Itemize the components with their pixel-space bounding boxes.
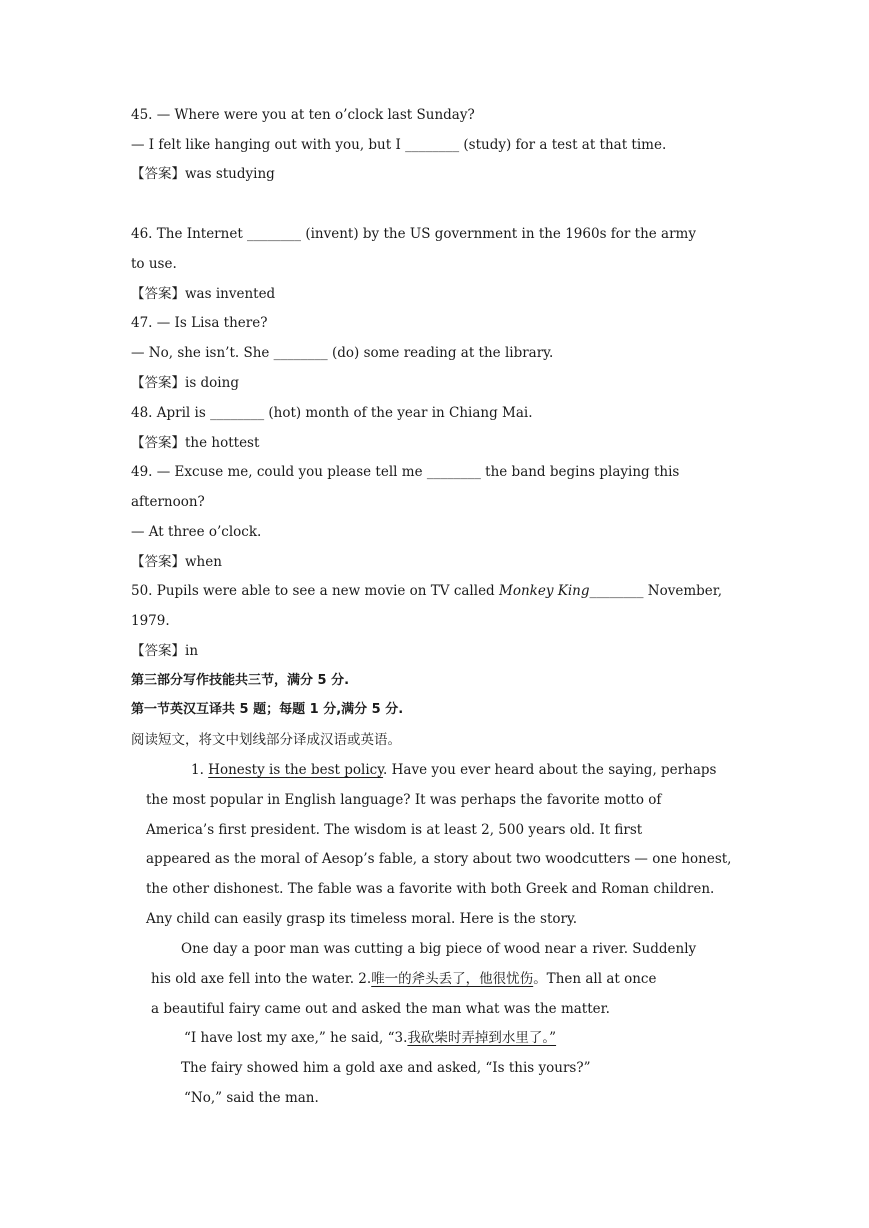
q50-text-post: ________ November, (589, 583, 723, 599)
passage-line-2: the most popular in English language? It was perhaps the favorite motto of (146, 792, 662, 808)
passage-p4-line: The fairy showed him a gold axe and asked, “Is this yours?” (181, 1060, 591, 1076)
passage-line-6: Any child can easily grasp its timeless moral. Here is the story. (146, 911, 578, 927)
passage-p2-line-1: One day a poor man was cutting a big piece of wood near a river. Suddenly (181, 941, 697, 957)
q49-answer: 【答案】when (131, 554, 222, 570)
instruction-text: 阅读短文，将文中划线部分译成汉语或英语。 (131, 732, 401, 748)
q46-answer: 【答案】was invented (131, 286, 276, 302)
q49-response: — At three o’clock. (131, 524, 262, 540)
q45-question: 45. — Where were you at ten o’clock last Sunday? (131, 107, 475, 123)
passage-p2-line-3: a beautiful fairy came out and asked the man what was the matter. (151, 1001, 610, 1017)
passage-line-5: the other dishonest. The fable was a favorite with both Greek and Roman children. (146, 881, 715, 897)
q49-question-cont: afternoon? (131, 494, 205, 510)
passage-p2-line-2 (151, 969, 656, 989)
q47-question: 47. — Is Lisa there? (131, 315, 268, 331)
q50-question-cont: 1979. (131, 613, 170, 629)
q48-answer: 【答案】the hottest (131, 435, 260, 451)
passage-line-3: America’s first president. The wisdom is at least 2, 500 years old. It first (146, 822, 643, 838)
q48-question: 48. April is ________ (hot) month of the year in Chiang Mai. (131, 405, 533, 421)
passage-line-1 (191, 760, 716, 780)
q47-response: — No, she isn’t. She ________ (do) some reading at the library. (131, 345, 554, 361)
section-one-heading: 第一节英汉互译共 5 题；每题 1 分,满分 5 分. (131, 702, 404, 717)
q47-answer: 【答案】is doing (131, 375, 239, 391)
section-three-heading: 第三部分写作技能共三节，满分 5 分. (131, 673, 350, 688)
passage-p3-line (184, 1028, 556, 1048)
q50-movie-title: Monkey King (499, 583, 590, 599)
underlined-phrase-2: 唯一的斧头丢了，他很忧伤 (371, 971, 534, 987)
q50-answer: 【答案】in (131, 643, 199, 659)
item-number-1: 1. (191, 762, 209, 778)
passage-line-4: appeared as the moral of Aesop’s fable, a story about two woodcutters — one honest, (146, 851, 732, 867)
q45-answer: 【答案】was studying (131, 166, 275, 182)
q50-text-pre: 50. Pupils were able to see a new movie on TV called (131, 583, 499, 599)
passage-p2-line-2-pre: his old axe fell into the water. 2. (151, 971, 372, 987)
q46-question-cont: to use. (131, 256, 177, 272)
passage-p3-pre: “I have lost my axe,” he said, “3. (184, 1030, 408, 1046)
q49-question: 49. — Excuse me, could you please tell me ________ the band begins playing this (131, 464, 680, 480)
passage-p2-line-2-post: 。Then all at once (533, 971, 657, 987)
passage-p5-line: “No,” said the man. (184, 1090, 319, 1106)
underlined-phrase-3: 我砍柴时弄掉到水里了。” (407, 1030, 557, 1046)
q45-response: — I felt like hanging out with you, but I ________ (study) for a test at that time. (131, 137, 667, 153)
q46-question: 46. The Internet ________ (invent) by the US government in the 1960s for the army (131, 226, 696, 242)
underlined-phrase-1: Honesty is the best policy (208, 762, 384, 778)
q50-question (131, 581, 722, 601)
passage-line-1-rest: . Have you ever heard about the saying, perhaps (383, 762, 717, 778)
